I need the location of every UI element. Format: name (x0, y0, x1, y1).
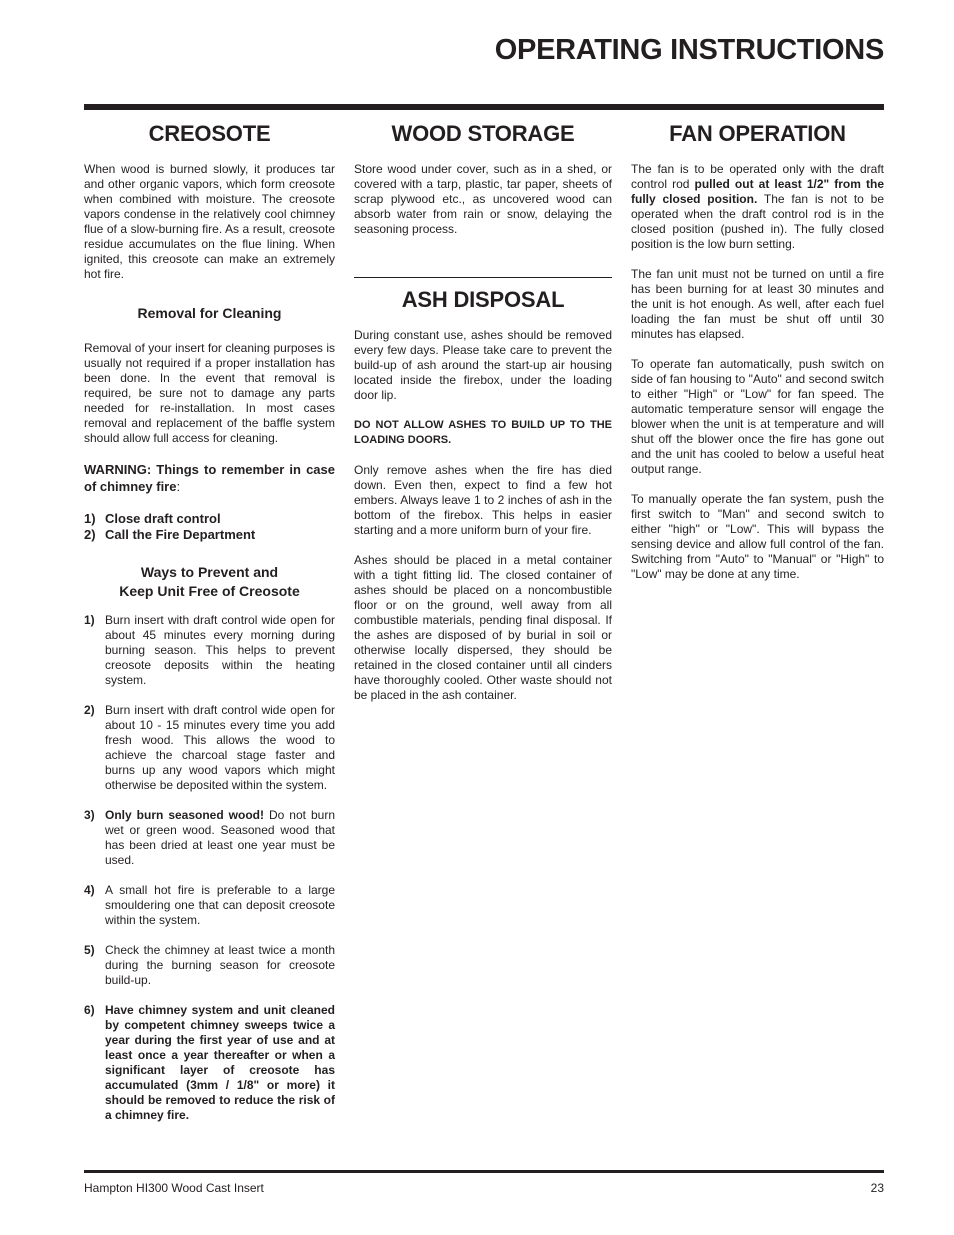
prevent-item-rest: Do not burn wet or green wood. Seasoned wood that has been dried at least one year must be used. (105, 808, 335, 867)
prevent-heading-line: Ways to Prevent and (140, 564, 279, 580)
chimney-fire-warning (84, 461, 335, 495)
warning-item (84, 527, 335, 543)
prevent-item-text: A small hot fire is preferable to a large smouldering one that can deposit creosote within the system. (105, 883, 335, 927)
ash-warning: DO NOT ALLOW ASHES TO BUILD UP TO THE LOADING DOORS. (354, 419, 612, 446)
prevent-item (84, 703, 335, 793)
fan-text: The fan is to be operated only with the draft control rod (631, 162, 884, 191)
page-title: OPERATING INSTRUCTIONS (494, 34, 884, 66)
ash-paragraph: Only remove ashes when the fire has died down. Even then, expect to find a few hot embers. Always leave 1 to 2 inches of ash in the bottom of the firebox. This helps in easier starting and a more uniform burn of your fire. (354, 463, 612, 537)
warning-item-text: Close draft control (105, 511, 221, 526)
ash-disposal-heading: ASH DISPOSAL (401, 287, 565, 312)
section-divider (354, 277, 612, 278)
prevent-item (84, 1003, 335, 1123)
prevent-item-number: 2) (84, 703, 95, 717)
prevent-heading (84, 563, 335, 601)
prevent-item-text: Burn insert with draft control wide open for about 45 minutes every morning during burning season. This helps to prevent creosote deposits within the heating system. (105, 613, 335, 687)
ash-paragraph: During constant use, ashes should be removed every few days. Please take care to prevent the build-up of ash around the start-up air housing located inside the firebox, under the loading door lip. (354, 328, 612, 402)
ash-paragraph: Ashes should be placed in a metal container with a tight fitting lid. The closed container of ashes should be placed on a noncombustible floor or on the ground, well away from all combustible materials, pending final disposal. If the ashes are disposed of by burial in soil or otherwise locally dispersed, they should be retained in the closed container until all cinders have thoroughly cooled. Other waste should not be placed in the ash container. (354, 553, 612, 702)
prevent-item-text: Check the chimney at least twice a month during the burning season for creosote build-up. (105, 943, 335, 987)
prevent-item (84, 883, 335, 928)
removal-heading: Removal for Cleaning (137, 305, 282, 321)
prevent-item (84, 943, 335, 988)
prevent-item (84, 808, 335, 868)
top-divider (84, 104, 884, 110)
creosote-column (84, 120, 335, 1138)
fan-operation-heading: FAN OPERATION (669, 121, 846, 146)
prevent-item-text: Have chimney system and unit cleaned by competent chimney sweeps twice a year during the first year of use and at least once a year thereafter or when a significant layer of creosote has accumulated (3mm / 1/8" or more) it should be removed to reduce the risk of a chimney fire. (105, 1003, 335, 1122)
prevent-item-number: 3) (84, 808, 95, 822)
fan-paragraph: To operate fan automatically, push switch on side of fan housing to "Auto" and second switch to either "High" or "Low" for fan speed. The automatic temperature sensor will engage the blower when the unit is at temperature and will shut off the blower once the fire has gone out and the unit has cooled to below a useful heat output range. (631, 357, 884, 476)
prevent-item-emphasis: Only burn seasoned wood! (105, 808, 264, 822)
prevent-item (84, 613, 335, 688)
storage-ash-column (354, 120, 612, 718)
fan-text-emphasis: pulled out at least 1/2" from the fully closed position. (631, 177, 884, 206)
prevent-item-number: 4) (84, 883, 95, 897)
removal-text: Removal of your insert for cleaning purposes is usually not required if a proper installation has been done. In the event that removal is required, be sure not to damage any parts needed for re-installation. In most cases removal and replacement of the baffle system should allow full access for cleaning. (84, 341, 335, 445)
prevent-item-text: Burn insert with draft control wide open for about 10 - 15 minutes every time you add fresh wood. This allows the wood to achieve the charcoal stage faster and burns up any wood vapors which might otherwise be deposited within the system. (105, 703, 335, 792)
warning-text: WARNING: Things to remember in case of chimney fire (84, 462, 335, 494)
fan-column (631, 120, 884, 597)
warning-item-number: 1) (84, 511, 96, 526)
fan-paragraph: The fan unit must not be turned on until a fire has been burning for at least 30 minutes and the unit is hot enough. As well, after each fuel loading the fan must be shut off until 30 minutes has elapsed. (631, 267, 884, 341)
prevent-item-number: 1) (84, 613, 95, 627)
prevent-item-number: 5) (84, 943, 95, 957)
warning-colon: : (176, 479, 181, 494)
fan-paragraph (631, 162, 884, 252)
fan-paragraph: To manually operate the fan system, push the first switch to "Man" and second switch to either "high" or "Low". This will bypass the sensing device and allow full control of the fan. Switching from "Auto" to "Manual" or "High" to "Low" may be done at any time. (631, 492, 884, 581)
prevent-item-text (105, 808, 335, 868)
warning-item-number: 2) (84, 527, 96, 542)
creosote-intro: When wood is burned slowly, it produces tar and other organic vapors, which form creosote when combined with moisture. The creosote vapors condense in the relatively cool chimney flue of a slow-burning fire. As a result, creosote residue accumulates on the flue lining. When ignited, this creosote can make an extremely hot fire. (84, 162, 335, 281)
wood-storage-heading: WOOD STORAGE (391, 121, 575, 146)
fan-text: The fan is not to be operated when the draft control rod is in the closed position (pushed in). The fully closed position is the low burn setting. (631, 192, 884, 251)
warning-item (84, 511, 335, 527)
prevent-item-number: 6) (84, 1003, 95, 1017)
warning-item-text: Call the Fire Department (105, 527, 256, 542)
creosote-heading: CREOSOTE (148, 121, 271, 146)
wood-storage-text: Store wood under cover, such as in a shed, or covered with a tarp, plastic, tar paper, sheets of scrap plywood etc., as uncovered wood can absorb water from rain or snow, delaying the seasoning process. (354, 162, 612, 236)
footer-product-name: Hampton HI300 Wood Cast Insert (84, 1181, 264, 1195)
footer-divider (84, 1170, 884, 1173)
page-number: 23 (870, 1181, 884, 1195)
prevent-heading-line: Keep Unit Free of Creosote (119, 583, 300, 599)
